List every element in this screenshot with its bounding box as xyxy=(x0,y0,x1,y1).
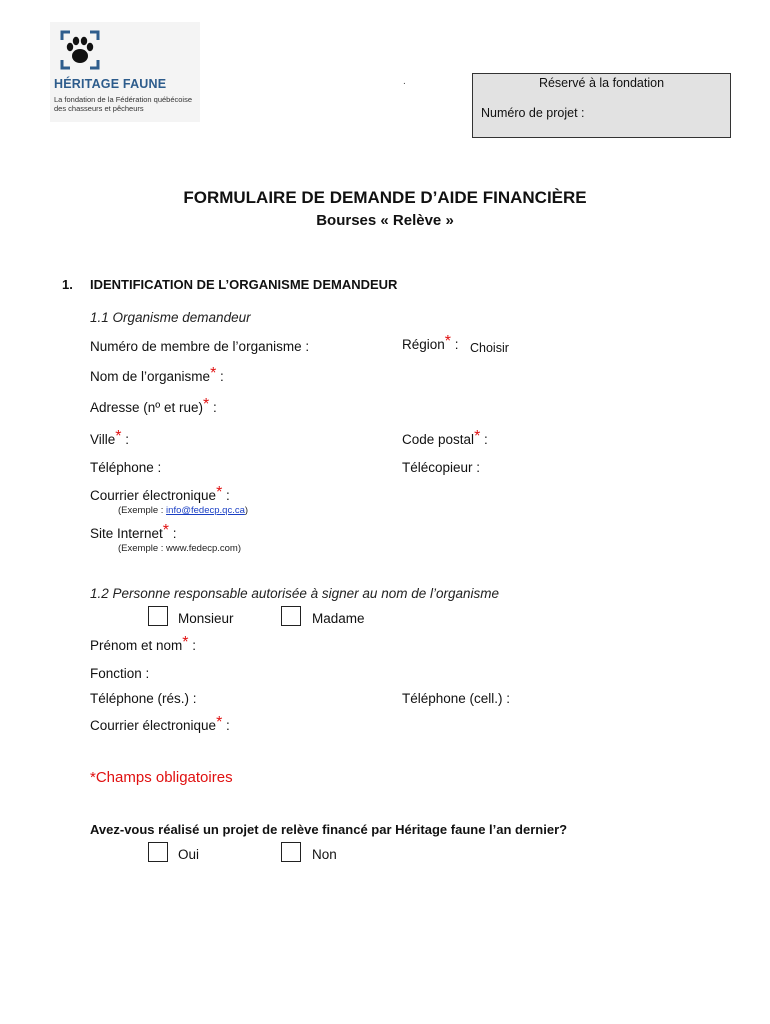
person-name-field[interactable]: Prénom et nom* : xyxy=(90,634,197,653)
member-number-label: Numéro de membre de l’organisme : xyxy=(90,339,310,354)
region-select[interactable]: Choisir xyxy=(470,341,509,355)
function-label: Fonction : xyxy=(90,666,150,681)
reserved-title: Réservé à la fondation xyxy=(538,76,665,90)
oui-checkbox[interactable] xyxy=(148,842,168,862)
non-label: Non xyxy=(312,847,337,862)
required-star: * xyxy=(216,484,223,501)
website-label: Site Internet xyxy=(90,526,163,541)
reserved-box xyxy=(472,73,731,138)
form-subtitle: Bourses « Relève » xyxy=(316,212,454,229)
member-number-field[interactable] xyxy=(90,339,309,354)
address-label: Adresse (nº et rue) xyxy=(90,400,203,415)
org-name-field[interactable]: Nom de l’organisme* : xyxy=(90,365,224,384)
fax-field[interactable] xyxy=(402,460,480,475)
required-fields-note: *Champs obligatoires xyxy=(90,769,233,786)
heritage-faune-logo xyxy=(50,22,200,122)
logo-tagline: des chasseurs et pêcheurs xyxy=(54,104,144,113)
section-title: IDENTIFICATION DE L’ORGANISME DEMANDEUR xyxy=(90,277,398,292)
subsection-title: 1.1 Organisme demandeur xyxy=(90,310,251,325)
required-star: * xyxy=(444,333,452,350)
logo-name: HÉRITAGE FAUNE xyxy=(54,77,167,91)
postal-code-label: Code postal xyxy=(402,432,475,447)
postal-code-field[interactable]: Code postal* : xyxy=(402,428,488,447)
org-email-label: Courrier électronique xyxy=(90,488,217,503)
section-number: 1. xyxy=(62,277,73,292)
org-name-label: Nom de l’organisme xyxy=(90,369,211,384)
fax-label: Télécopieur : xyxy=(402,460,481,475)
required-star: * xyxy=(115,428,122,445)
monsieur-checkbox[interactable] xyxy=(148,606,168,626)
required-star: * xyxy=(182,634,189,651)
logo-tagline: La fondation de la Fédération québécoise xyxy=(54,95,193,104)
org-email-field[interactable]: Courrier électronique* : xyxy=(90,484,230,503)
person-name-label: Prénom et nom xyxy=(90,638,183,653)
non-checkbox[interactable] xyxy=(281,842,301,862)
monsieur-label: Monsieur xyxy=(178,611,234,626)
madame-label: Madame xyxy=(312,611,365,626)
oui-label: Oui xyxy=(178,847,200,862)
required-star: * xyxy=(210,365,217,382)
form-title: FORMULAIRE DE DEMANDE D’AIDE FINANCIÈRE xyxy=(183,188,587,207)
required-star: * xyxy=(474,428,481,445)
project-number-label: Numéro de projet : xyxy=(481,106,585,120)
subsection-title: 1.2 Personne responsable autorisée à signer au nom de l’organisme xyxy=(90,586,500,601)
madame-checkbox[interactable] xyxy=(281,606,301,626)
phone-field[interactable] xyxy=(90,460,161,475)
region-field[interactable]: Région* : xyxy=(402,333,459,352)
address-field[interactable]: Adresse (nº et rue)* : xyxy=(90,396,217,415)
phone-label: Téléphone : xyxy=(90,460,162,475)
person-email-field[interactable]: Courrier électronique* : xyxy=(90,714,230,733)
website-field[interactable]: Site Internet* : xyxy=(90,522,177,541)
required-star: * xyxy=(216,714,223,731)
home-phone-label: Téléphone (rés.) : xyxy=(90,691,197,706)
home-phone-field[interactable] xyxy=(90,691,197,706)
required-star: * xyxy=(162,522,170,539)
required-star: * xyxy=(202,396,210,413)
previous-project-question: Avez-vous réalisé un projet de relève financé par Héritage faune l’an dernier? xyxy=(90,822,568,837)
cell-phone-label: Téléphone (cell.) : xyxy=(402,691,511,706)
paw-print-icon xyxy=(58,28,102,72)
email-example: (Exemple : info@fedecp.qc.ca) xyxy=(118,505,249,516)
city-field[interactable]: Ville* : xyxy=(90,428,130,447)
stray-dot: . xyxy=(403,76,406,87)
cell-phone-field[interactable] xyxy=(402,691,510,706)
city-label: Ville xyxy=(90,432,116,447)
region-label: Région xyxy=(402,337,445,352)
website-example: (Exemple : www.fedecp.com) xyxy=(118,543,242,554)
function-field[interactable] xyxy=(90,666,149,681)
person-email-label: Courrier électronique xyxy=(90,718,217,733)
email-example-link[interactable]: info@fedecp.qc.ca xyxy=(166,505,245,516)
